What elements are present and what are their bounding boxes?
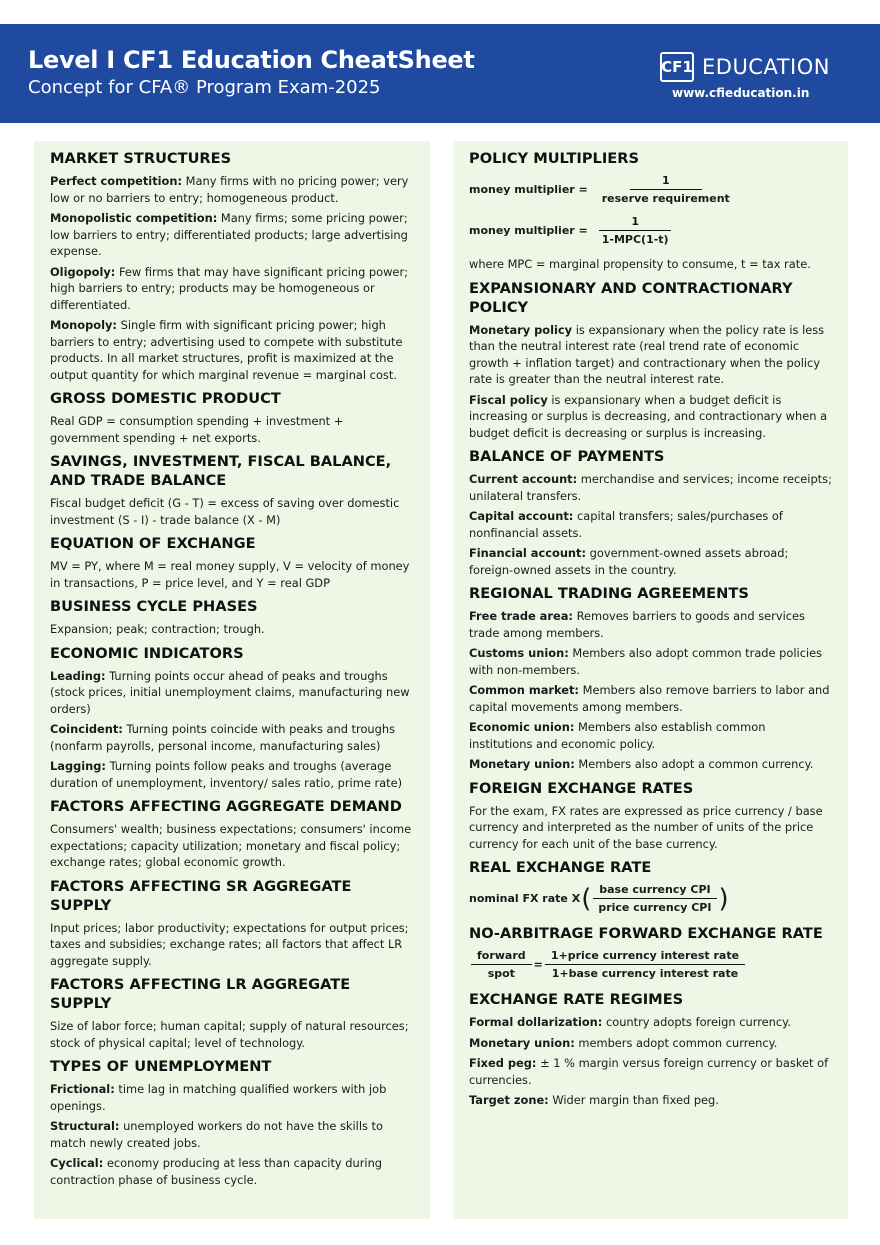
paragraph: Customs union: Members also adopt common trade policies with non-members. xyxy=(469,646,823,677)
paragraph: Financial account: government-owned assets abroad; foreign-owned assets in the country. xyxy=(469,546,789,577)
paragraph: Leading: Turning points occur ahead of peaks and troughs (stock prices, initial unemployment claims, manufacturing new orders) xyxy=(50,668,410,716)
section-equation-of-exchange xyxy=(50,534,414,591)
section-sr-aggregate-supply xyxy=(50,877,414,970)
paragraph: Fiscal policy is expansionary when a budget deficit is increasing or surplus is decreasing, and contractionary when a budget deficit is decreasing or surplus is increasing. xyxy=(469,392,828,440)
brand-logo xyxy=(660,52,830,82)
formula-real-exchange-rate: nominal FX rate X ( $\frac{\text{base currency CPI}}{\text{price currency CPI}}$ ) xyxy=(469,883,729,914)
section-title: FOREIGN EXCHANGE RATES xyxy=(469,779,694,797)
paragraph: Monetary union: members adopt common currency. xyxy=(469,1035,778,1050)
page-subtitle: Concept for CFA® Program Exam-2025 xyxy=(28,77,381,98)
header-banner xyxy=(0,24,880,123)
paragraph: Input prices; labor productivity; expectations for output prices; taxes and subsidies; exchange rates; all factors that affect LR aggregate supply. xyxy=(50,920,409,968)
section-title: FACTORS AFFECTING SR AGGREGATE SUPPLY xyxy=(50,877,352,914)
paragraph: where MPC = marginal propensity to consume, t = tax rate. xyxy=(469,257,811,271)
section-regional-trading xyxy=(469,584,832,773)
section-balance-of-payments xyxy=(469,447,832,578)
section-title: FACTORS AFFECTING AGGREGATE DEMAND xyxy=(50,798,402,815)
section-aggregate-demand xyxy=(50,797,414,871)
paragraph: Frictional: time lag in matching qualified workers with job openings. xyxy=(50,1082,387,1113)
section-title: FACTORS AFFECTING LR AGGREGATE SUPPLY xyxy=(50,976,351,1012)
paragraph: Structural: unemployed workers do not have the skills to match newly created jobs. xyxy=(50,1119,383,1150)
paragraph: MV = PY, where M = real money supply, V = velocity of money in transactions, P = price level, and Y = real GDP xyxy=(50,559,410,590)
logo-text: EDUCATION xyxy=(702,55,830,79)
section-title: BUSINESS CYCLE PHASES xyxy=(50,598,258,615)
paragraph: Perfect competition: Many firms with no pricing power; very low or no barriers to entry; homogeneous product. xyxy=(50,174,409,205)
paragraph: Target zone: Wider margin than fixed peg. xyxy=(469,1093,719,1107)
section-title: TYPES OF UNEMPLOYMENT xyxy=(50,1058,272,1075)
section-expansionary-policy xyxy=(469,279,832,442)
section-economic-indicators xyxy=(50,644,414,792)
paragraph: Coincident: Turning points coincide with peaks and troughs (nonfarm payrolls, personal income, manufacturing sales) xyxy=(50,722,396,753)
paragraph: Fiscal budget deficit (G - T) = excess of saving over domestic investment (S - I) - trade balance (X - M) xyxy=(50,496,400,527)
paragraph: Real GDP = consumption spending + investment + government spending + net exports. xyxy=(50,414,344,445)
paragraph: Formal dollarization: country adopts foreign currency. xyxy=(469,1015,791,1029)
formula-fiscal-multiplier: money multiplier = $\frac{1}{\text{1-MPC(1-t)}}$ xyxy=(469,215,832,246)
paragraph: Monopoly: Single firm with significant pricing power; high barriers to entry; advertising used to compete with substitute products. In all market structures, profit is maximized at the output quantity for which marginal revenue = marginal cost. xyxy=(50,318,403,382)
paragraph: Oligopoly: Few firms that may have significant pricing power; high barriers to entry; products may be homogeneous or differentiated. xyxy=(50,264,408,312)
paragraph: Size of labor force; human capital; supply of natural resources; stock of physical capital; level of technology. xyxy=(50,1019,409,1050)
section-unemployment xyxy=(50,1057,414,1188)
section-title: BALANCE OF PAYMENTS xyxy=(469,448,665,465)
section-title: POLICY MULTIPLIERS xyxy=(469,150,639,167)
paragraph: Free trade area: Removes barriers to goods and services trade among members. xyxy=(469,609,805,640)
section-foreign-exchange xyxy=(469,779,832,853)
paragraph: Expansion; peak; contraction; trough. xyxy=(50,622,265,636)
section-title: MARKET STRUCTURES xyxy=(50,150,232,167)
section-title: EXCHANGE RATE REGIMES xyxy=(469,991,684,1008)
paragraph: Common market: Members also remove barriers to labor and capital movements among members. xyxy=(469,683,830,714)
section-title: REAL EXCHANGE RATE xyxy=(469,859,652,876)
paragraph: Lagging: Turning points follow peaks and troughs (average duration of unemployment, inventory/ sales ratio, prime rate) xyxy=(50,759,403,790)
paragraph: Capital account: capital transfers; sales/purchases of nonfinancial assets. xyxy=(469,509,783,540)
section-title: GROSS DOMESTIC PRODUCT xyxy=(50,390,281,407)
paragraph: Monetary union: Members also adopt a common currency. xyxy=(469,757,814,771)
paragraph: Current account: merchandise and services; income receipts; unilateral transfers. xyxy=(469,472,832,503)
section-gdp xyxy=(50,389,414,446)
section-title: NO-ARBITRAGE FORWARD EXCHANGE RATE xyxy=(469,925,823,942)
section-business-cycle xyxy=(50,597,414,638)
right-column xyxy=(453,141,848,1219)
section-lr-aggregate-supply xyxy=(50,975,414,1051)
paragraph: Consumers' wealth; business expectations; consumers' income expectations; capacity utilization; monetary and fiscal policy; exchange rates; global economic growth. xyxy=(50,822,412,869)
section-title: SAVINGS, INVESTMENT, FISCAL BALANCE, AND TRADE BALANCE xyxy=(50,453,392,489)
logo-mark: CF1 xyxy=(660,52,694,82)
section-title: EXPANSIONARY AND CONTRACTIONARY POLICY xyxy=(469,279,793,316)
formula-forward-rate: $\frac{\text{forward}}{\text{spot}}$ = $\frac{\text{1+price currency interest rate}}{\text{1+base currency interest rate}}$ xyxy=(469,949,832,980)
paragraph: Fixed peg: ± 1 % margin versus foreign currency or basket of currencies. xyxy=(469,1056,829,1087)
paragraph: Monopolistic competition: Many firms; some pricing power; low barriers to entry; differentiated products; large advertising expense. xyxy=(50,211,408,258)
section-savings xyxy=(50,452,414,528)
section-forward-exchange-rate xyxy=(469,924,832,980)
paragraph: Cyclical: economy producing at less than capacity during contraction phase of business cycle. xyxy=(50,1156,383,1187)
section-title: EQUATION OF EXCHANGE xyxy=(50,535,256,552)
section-title: ECONOMIC INDICATORS xyxy=(50,644,244,662)
paragraph: Economic union: Members also establish common institutions and economic policy. xyxy=(469,720,766,751)
left-column xyxy=(34,141,430,1219)
page-title: Level I CF1 Education CheatSheet xyxy=(28,46,475,74)
section-exchange-rate-regimes xyxy=(469,990,832,1109)
section-title: REGIONAL TRADING AGREEMENTS xyxy=(469,585,749,602)
section-market-structures xyxy=(50,149,414,383)
paragraph: Monetary policy is expansionary when the policy rate is less than the neutral interest rate (real trend rate of economic growth + inflation target) and contractionary when the policy rate is greater than the neutral interest rate. xyxy=(469,322,825,386)
paragraph: For the exam, FX rates are expressed as price currency / base currency and interpreted as the number of units of the price currency for each unit of the base currency. xyxy=(469,803,823,851)
formula-money-multiplier: money multiplier = $\frac{1}{\text{reserve requirement}}$ xyxy=(469,174,730,205)
section-policy-multipliers xyxy=(469,149,832,273)
section-real-exchange-rate xyxy=(469,858,832,914)
website-url[interactable]: www.cfieducation.in xyxy=(672,86,810,100)
